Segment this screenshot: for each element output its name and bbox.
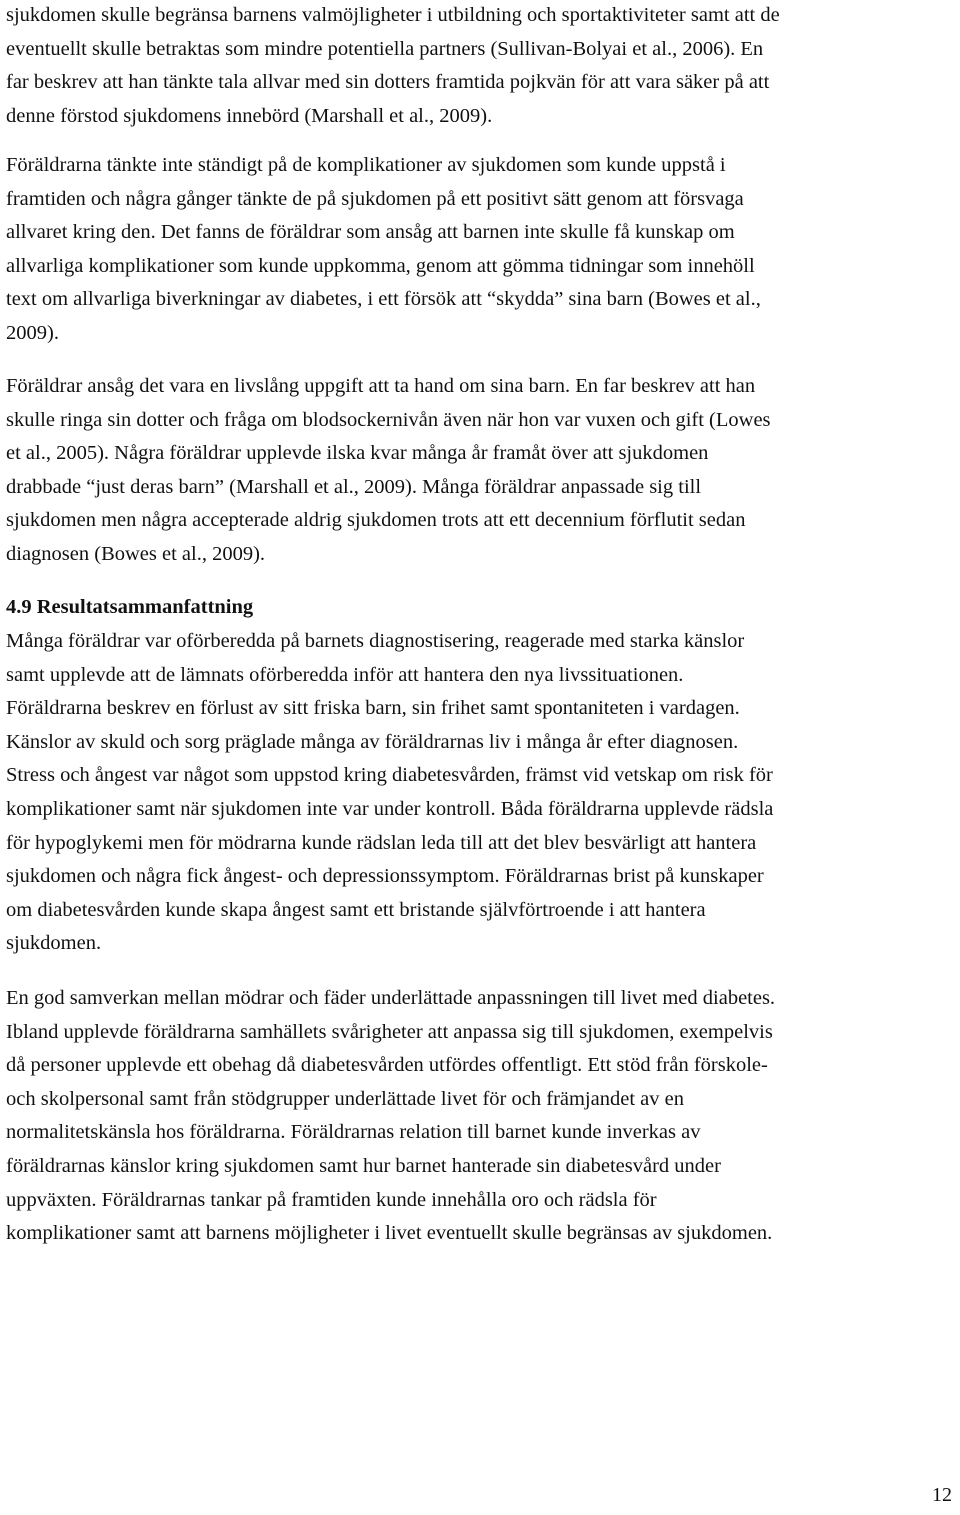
text-line: framtiden och några gånger tänkte de på sjukdomen på ett positivt sätt genom att försvaga xyxy=(6,187,744,210)
paragraph-5 xyxy=(6,982,954,1251)
text-line: sjukdomen skulle begränsa barnens valmöjligheter i utbildning och sportaktiviteter samt att de xyxy=(6,4,780,26)
text-line: et al., 2005). Några föräldrar upplevde ilska kvar många år framåt över att sjukdomen xyxy=(6,442,709,465)
text-line: 2009). xyxy=(6,321,59,344)
text-line: för hypoglykemi men för mödrarna kunde rädslan leda till att det blev besvärligt att hantera xyxy=(6,831,757,854)
text-line: En god samverkan mellan mödrar och fäder underlättade anpassningen till livet med diabetes. xyxy=(6,987,776,1009)
text-line: sjukdomen och några fick ångest- och depressionssymptom. Föräldrarnas brist på kunskaper xyxy=(6,865,764,888)
text-line: Föräldrarna beskrev en förlust av sitt friska barn, sin frihet samt spontaniteten i vardagen. xyxy=(6,697,740,720)
text-line: då personer upplevde ett obehag då diabetesvården utfördes offentligt. Ett stöd från förskole- xyxy=(6,1054,768,1077)
section-heading: 4.9 Resultatsammanfattning xyxy=(6,596,254,618)
text-line: drabbade “just deras barn” (Marshall et al., 2009). Många föräldrar anpassade sig till xyxy=(6,475,702,498)
text-line: normalitetskänsla hos föräldrarna. Föräldrarnas relation till barnet kunde inverkas av xyxy=(6,1121,701,1144)
text-line: Stress och ångest var något som uppstod kring diabetesvården, främst vid vetskap om risk för xyxy=(6,764,773,787)
text-line: Föräldrarna tänkte inte ständigt på de komplikationer av sjukdomen som kunde uppstå i xyxy=(6,154,726,176)
text-line: samt upplevde att de lämnats oförberedda inför att hantera den nya livssituationen. xyxy=(6,663,684,686)
paragraph-3 xyxy=(6,370,954,572)
text-line: Ibland upplevde föräldrarna samhällets svårigheter att anpassa sig till sjukdomen, exempelvis xyxy=(6,1020,773,1043)
text-line: allvaret kring den. Det fanns de föräldrar som ansåg att barnen inte skulle få kunskap om xyxy=(6,221,735,244)
text-line: sjukdomen men några accepterade aldrig sjukdomen trots att ett decennium förflutit sedan xyxy=(6,509,746,532)
text-line: om diabetesvården kunde skapa ångest samt ett bristande självförtroende i att hantera xyxy=(6,898,706,921)
text-line: Föräldrar ansåg det vara en livslång uppgift att ta hand om sina barn. En far beskrev att han xyxy=(6,375,756,397)
text-line: denne förstod sjukdomens innebörd (Marshall et al., 2009). xyxy=(6,104,493,127)
text-line: allvarliga komplikationer som kunde uppkomma, genom att gömma tidningar som innehöll xyxy=(6,254,755,277)
text-line: Många föräldrar var oförberedda på barnets diagnostisering, reagerade med starka känslor xyxy=(6,630,745,652)
text-line: skulle ringa sin dotter och fråga om blodsockernivån även när hon var vuxen och gift (Lowes xyxy=(6,408,771,431)
text-line: komplikationer samt att barnens möjligheter i livet eventuellt skulle begränsas av sjukdomen. xyxy=(6,1222,773,1245)
text-line: uppväxten. Föräldrarnas tankar på framtiden kunde innehålla oro och rädsla för xyxy=(6,1188,657,1211)
text-line: far beskrev att han tänkte tala allvar med sin dotters framtida pojkvän för att vara säker på att xyxy=(6,71,770,94)
paragraph-4 xyxy=(6,625,954,961)
text-line: eventuellt skulle betraktas som mindre potentiella partners (Sullivan-Bolyai et al., 2006). En xyxy=(6,37,764,60)
paragraph-1 xyxy=(6,0,954,133)
text-line: sjukdomen. xyxy=(6,932,102,955)
text-line: och skolpersonal samt från stödgrupper underlättade livet för och främjandet av en xyxy=(6,1087,684,1110)
text-line: diagnosen (Bowes et al., 2009). xyxy=(6,542,266,565)
text-line: Känslor av skuld och sorg präglade många av föräldrarnas liv i många år efter diagnosen. xyxy=(6,730,739,753)
text-line: text om allvarliga biverkningar av diabetes, i ett försök att “skydda” sina barn (Bowes et al., xyxy=(6,288,761,311)
paragraph-2 xyxy=(6,149,954,351)
text-line: föräldrarnas känslor kring sjukdomen samt hur barnet hanterade sin diabetesvård under xyxy=(6,1154,721,1177)
page-number: 12 xyxy=(932,1484,952,1506)
text-line: komplikationer samt när sjukdomen inte var under kontroll. Båda föräldrarna upplevde rädsla xyxy=(6,797,774,820)
